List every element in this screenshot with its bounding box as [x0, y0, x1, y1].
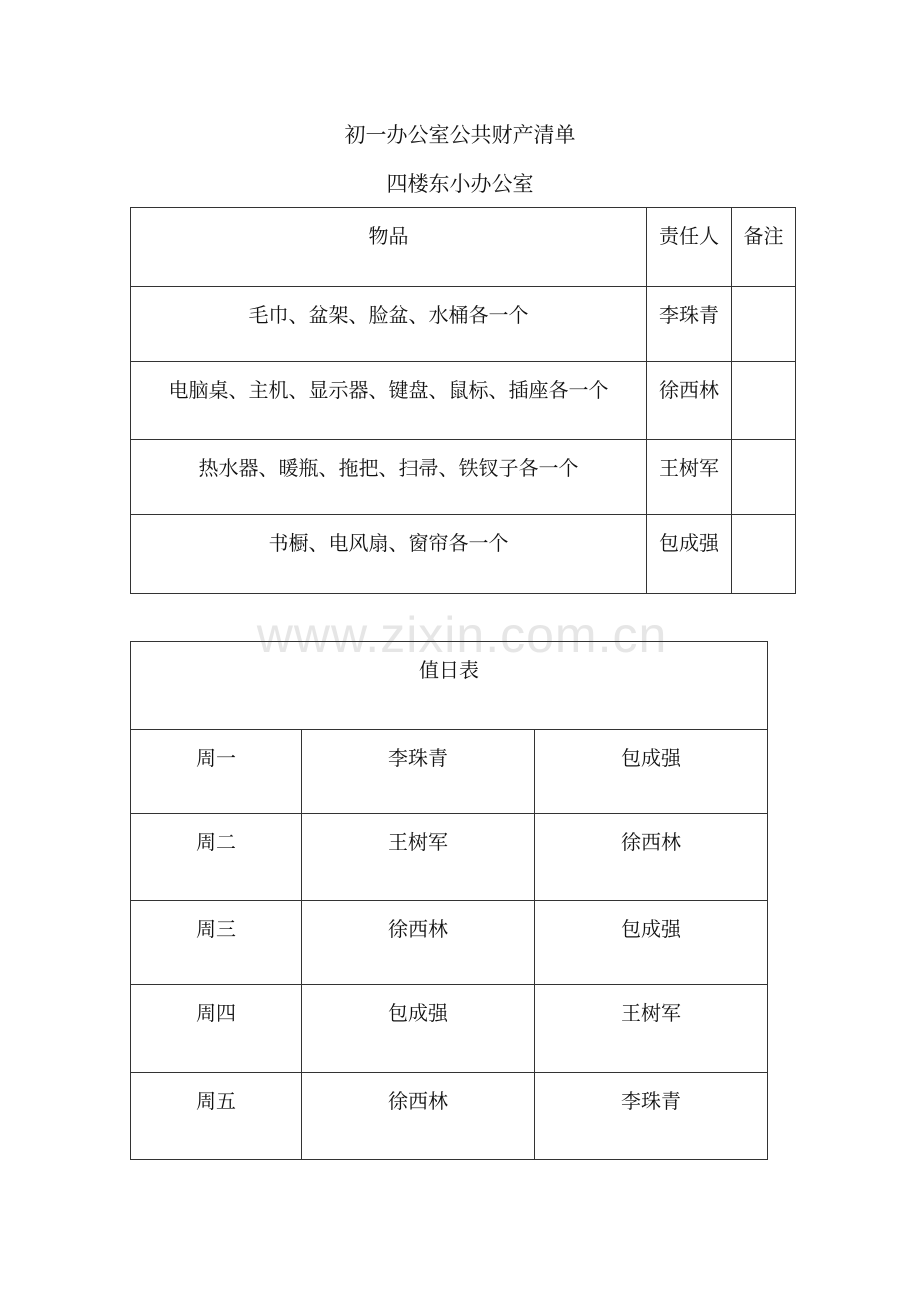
- asset-item: 电脑桌、主机、显示器、键盘、鼠标、插座各一个: [131, 362, 647, 440]
- duty-person: 徐西林: [302, 1073, 535, 1160]
- asset-table: [130, 207, 796, 594]
- duty-day: 周二: [131, 814, 302, 901]
- duty-table-title-row: [131, 642, 768, 730]
- duty-day: 周四: [131, 985, 302, 1073]
- duty-person: 李珠青: [302, 730, 535, 814]
- duty-person: 王树军: [535, 985, 768, 1073]
- duty-person: 王树军: [302, 814, 535, 901]
- asset-item: 热水器、暖瓶、拖把、扫帚、铁钗子各一个: [131, 440, 647, 515]
- asset-row: [131, 362, 796, 440]
- asset-note: [732, 287, 796, 362]
- duty-day: 周三: [131, 901, 302, 985]
- duty-table-title: 值日表: [131, 642, 768, 730]
- asset-person: 包成强: [647, 515, 732, 594]
- duty-person: 包成强: [535, 901, 768, 985]
- asset-person: 李珠青: [647, 287, 732, 362]
- asset-person: 王树军: [647, 440, 732, 515]
- asset-item: 书橱、电风扇、窗帘各一个: [131, 515, 647, 594]
- asset-note: [732, 440, 796, 515]
- asset-row: [131, 287, 796, 362]
- document-title: 初一办公室公共财产清单: [344, 123, 576, 147]
- header-person: 责任人: [647, 208, 732, 287]
- duty-person: 李珠青: [535, 1073, 768, 1160]
- duty-table: [130, 641, 768, 1160]
- header-item: 物品: [131, 208, 647, 287]
- asset-note: [732, 362, 796, 440]
- duty-row: [131, 901, 768, 985]
- duty-row: [131, 985, 768, 1073]
- duty-person: 徐西林: [535, 814, 768, 901]
- asset-table-header-row: [131, 208, 796, 287]
- duty-person: 徐西林: [302, 901, 535, 985]
- asset-person: 徐西林: [647, 362, 732, 440]
- duty-day: 周一: [131, 730, 302, 814]
- duty-row: [131, 814, 768, 901]
- watermark: www.zixin.com.cn: [256, 607, 668, 663]
- document-subtitle: 四楼东小办公室: [386, 172, 534, 196]
- duty-person: 包成强: [535, 730, 768, 814]
- asset-item: 毛巾、盆架、脸盆、水桶各一个: [131, 287, 647, 362]
- duty-row: [131, 730, 768, 814]
- duty-day: 周五: [131, 1073, 302, 1160]
- asset-row: [131, 440, 796, 515]
- duty-row: [131, 1073, 768, 1160]
- header-note: 备注: [732, 208, 796, 287]
- duty-person: 包成强: [302, 985, 535, 1073]
- asset-row: [131, 515, 796, 594]
- asset-note: [732, 515, 796, 594]
